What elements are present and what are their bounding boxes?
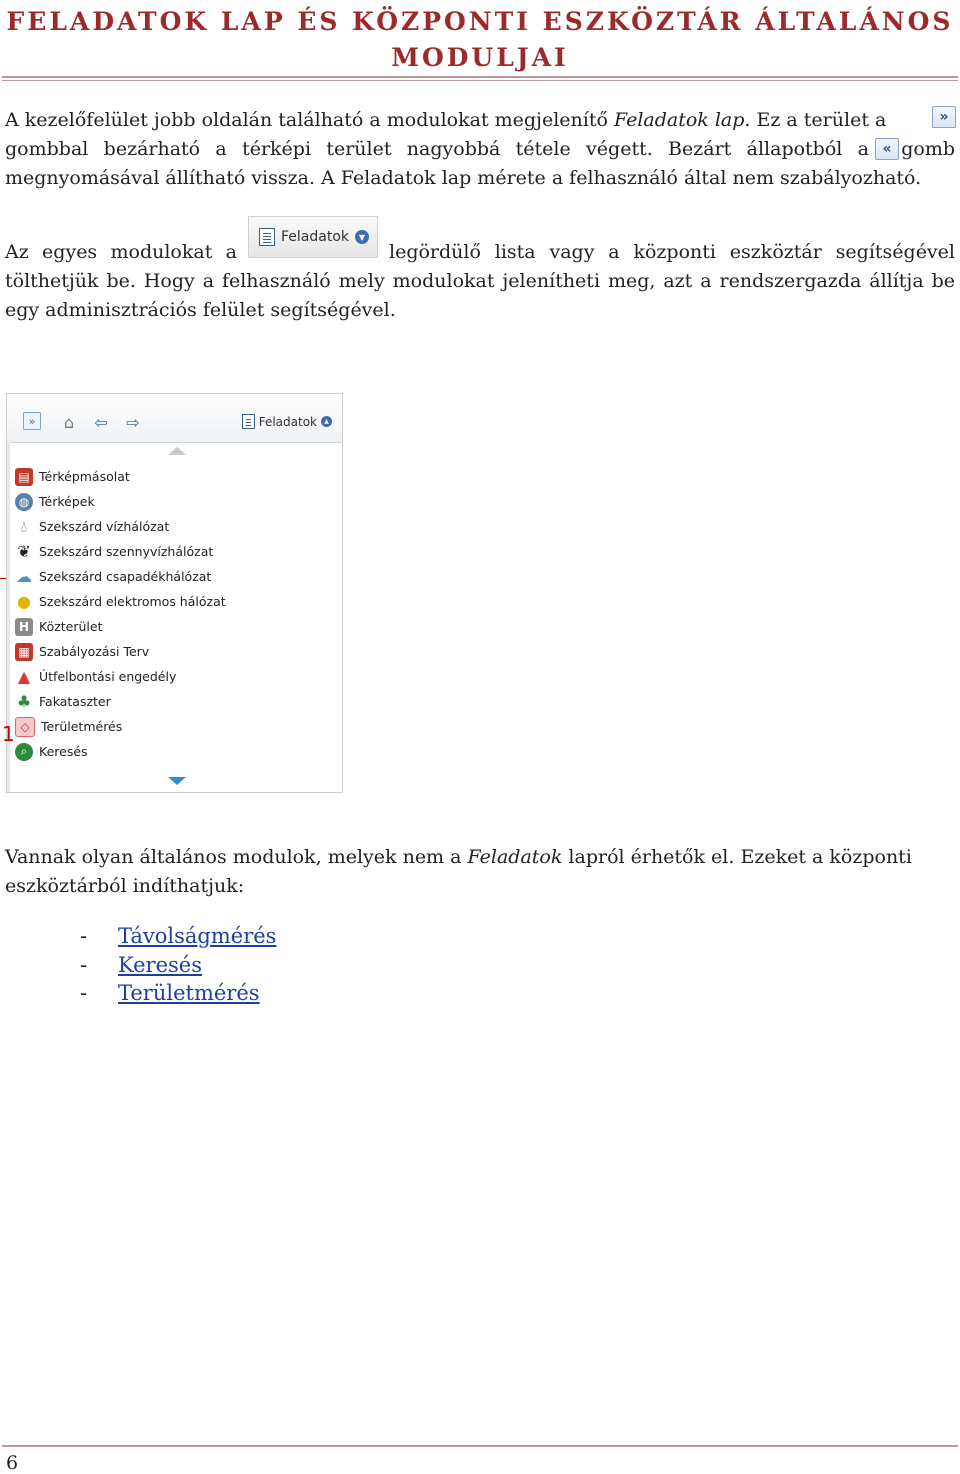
module-list: [15, 464, 226, 764]
page-title-line1: FELADATOK LAP ÉS KÖZPONTI ESZKÖZTÁR ÁLTALÁNOS: [6, 7, 954, 36]
panel-feladatok-dropdown: Feladatok ▲: [242, 414, 332, 429]
list-item: ◇ Területmérés: [15, 714, 226, 739]
tasks-panel-screenshot: [6, 393, 343, 793]
title-rule: [2, 76, 958, 78]
link-teruletmeres[interactable]: Területmérés: [118, 981, 260, 1005]
home-icon: ⌂: [63, 412, 75, 432]
map-copy-icon: ▤: [15, 468, 33, 486]
list-item: ▦ Szabályozási Terv: [15, 639, 226, 664]
page-title: [0, 4, 960, 76]
forward-arrow-icon: ⇨: [126, 412, 140, 432]
list-item: ▲ Útfelbontási engedély: [15, 664, 226, 689]
sewage-icon: ❦: [17, 542, 31, 561]
scroll-down-icon: [168, 777, 186, 785]
red-annotation-tick: [0, 578, 6, 579]
h-letter-icon: H: [15, 618, 33, 636]
rain-cloud-icon: ☁: [16, 567, 32, 586]
area-measure-icon: ◇: [15, 717, 35, 737]
page-number: 6: [6, 1452, 19, 1474]
list-item: ▤ Térképmásolat: [15, 464, 226, 489]
red-annotation-mark: 1: [2, 722, 15, 746]
globe-icon: ◍: [15, 493, 33, 511]
dropdown-arrow-icon: ▲: [321, 416, 332, 427]
plan-icon: ▦: [15, 643, 33, 661]
list-item: - Keresés: [80, 951, 276, 980]
list-item: ❦ Szekszárd szennyvízhálózat: [15, 539, 226, 564]
dropdown-arrow-icon: ▼: [355, 230, 369, 244]
panel-toolbar: [7, 394, 342, 443]
list-item: 💧︎ Szekszárd vízhálózat: [15, 514, 226, 539]
expand-panel-icon: »: [932, 106, 956, 128]
task-list-icon: [242, 414, 255, 429]
paragraph-3: Vannak olyan általános modulok, melyek nem a Feladatok lapról érhetők el. Ezeket a központi eszköztárból indíthatjuk:: [5, 846, 912, 897]
scroll-up-icon: [168, 447, 186, 455]
water-drop-icon: 💧︎: [20, 516, 28, 536]
general-modules-list: [80, 922, 276, 1008]
list-item: - Területmérés: [80, 979, 276, 1008]
page-title-line2: MODULJAI: [391, 43, 569, 72]
list-item: - Távolságmérés: [80, 922, 276, 951]
link-kereses[interactable]: Keresés: [118, 952, 202, 977]
lightbulb-icon: ●: [17, 592, 31, 611]
search-globe-icon: ⌕: [15, 743, 33, 761]
tree-icon: ♣: [16, 692, 32, 711]
feladatok-dropdown-image: Feladatok ▼: [248, 216, 378, 258]
expand-icon: »: [23, 412, 41, 430]
list-item: ☁ Szekszárd csapadékhálózat: [16, 567, 212, 586]
list-item: ◍ Térképek: [15, 489, 226, 514]
list-item: ● Szekszárd elektromos hálózat: [15, 589, 226, 614]
list-item: H Közterület: [15, 614, 226, 639]
paragraph-2: Az egyes modulokat a legördülő lista vagy a központi eszköztár segítségével tölthetjük be. Hogy a felhasználó mely modulokat jelenítheti meg, azt a rendszergazda állítja be egy adminisztrációs felület segítségével.: [5, 241, 955, 321]
list-item: ⌕ Keresés: [15, 739, 226, 764]
collapse-panel-icon: «: [875, 138, 899, 160]
task-list-icon: [259, 228, 275, 246]
paragraph-1: A kezelőfelület jobb oldalán található a modulokat megjelenítő Feladatok lap. Ez a terület a gombbal bezárható a térképi terület nagyobbá tétele végett. Bezárt állapotból a gomb megnyomásával állítható vissza. A Feladatok lap mérete a felhasználó által nem szabályozható.: [5, 109, 955, 189]
back-arrow-icon: ⇦: [94, 412, 108, 432]
list-item: ♣ Fakataszter: [16, 692, 111, 711]
warning-sign-icon: ▲: [17, 667, 31, 686]
link-tavolsagmeres[interactable]: Távolságmérés: [118, 924, 277, 948]
footer-rule: [2, 1445, 958, 1447]
title-rule-thin: [2, 80, 958, 81]
